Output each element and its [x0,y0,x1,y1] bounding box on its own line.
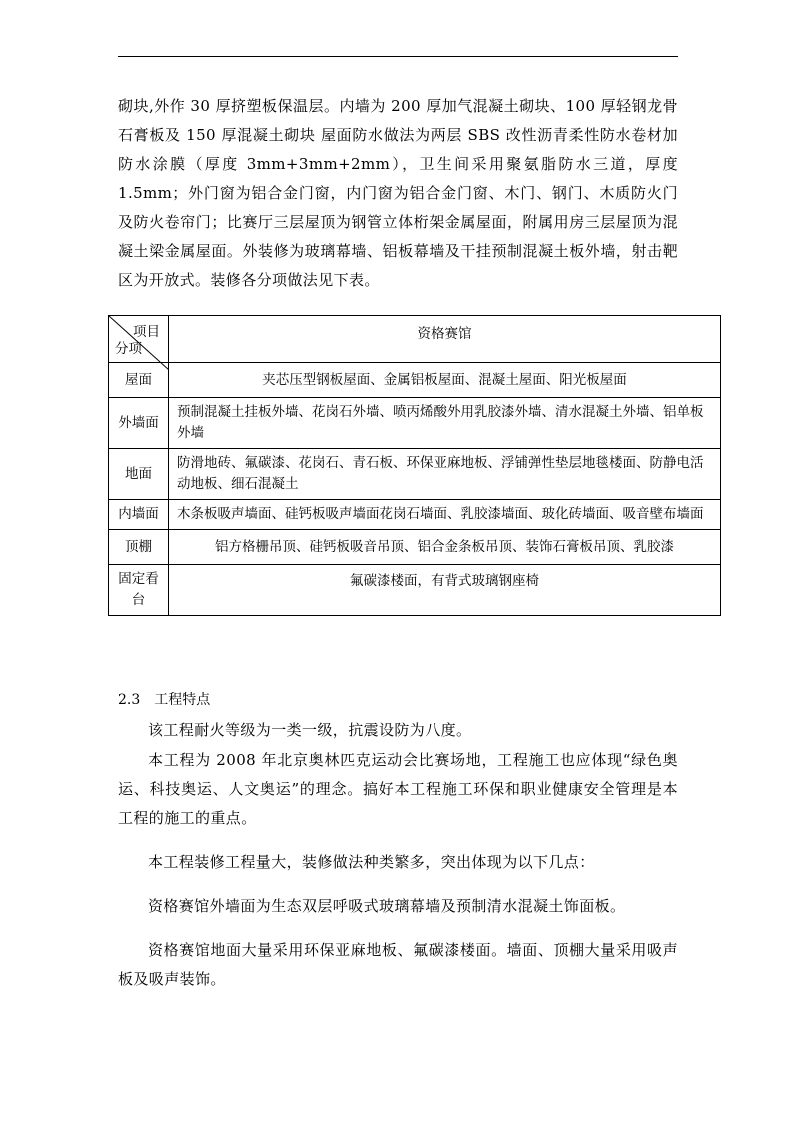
row-content: 防滑地砖、氟碳漆、花岗石、青石板、环保亚麻地板、浮铺弹性垫层地毯楼面、防静电活动地板、细石混凝土 [169,449,721,500]
header-category-label: 分项 [115,341,142,357]
header-venue-title: 资格赛馆 [169,316,721,363]
row-label: 外墙面 [109,398,169,449]
row-label: 顶棚 [109,530,169,565]
intro-paragraph: 砌块,外作 30 厚挤塑板保温层。内墙为 200 厚加气混凝土砌块、100 厚轻钢龙骨石膏板及 150 厚混凝土砌块 屋面防水做法为两层 SBS 改性沥青柔性防水卷材加防水涂膜（厚度 3mm+3mm+2mm），卫生间采用聚氨脂防水三道，厚度 1.5mm；外门窗为铝合金门窗，内门窗为铝合金门窗、木门、钢门、木质防火门及防火卷帘门；比赛厅三层屋顶为钢管立体桁架金属屋面，附属用房三层屋顶为混凝土梁金属屋面。外装修为玻璃幕墙、铝板幕墙及干挂预制混凝土板外墙，射击靶区为开放式。装修各分项做法见下表。 [118,97,678,289]
row-content: 铝方格栅吊顶、硅钙板吸音吊顶、铝合金条板吊顶、装饰石膏板吊顶、乳胶漆 [169,530,721,565]
row-content: 木条板吸声墙面、硅钙板吸声墙面花岗石墙面、乳胶漆墙面、玻化砖墙面、吸音壁布墙面 [169,500,721,530]
table-row [109,500,721,530]
table-row [109,363,721,398]
row-content: 夹芯压型钢板屋面、金属铝板屋面、混凝土屋面、阳光板屋面 [169,363,721,398]
table-diagonal-header-cell [109,316,169,363]
paragraph-floor-wall: 资格赛馆地面大量采用环保亚麻地板、氟碳漆楼面。墙面、顶棚大量采用吸声板及吸声装饰。 [118,941,678,988]
paragraph-exterior-wall: 资格赛馆外墙面为生态双层呼吸式玻璃幕墙及预制清水混凝土饰面板。 [148,897,626,915]
table-row [109,449,721,500]
table-row [109,530,721,565]
paragraph-olympic: 本工程为 2008 年北京奥林匹克运动会比赛场地，工程施工也应体现“绿色奥运、科技奥运、人文奥运”的理念。搞好本工程施工环保和职业健康安全管理是本工程的施工的重点。 [118,751,678,827]
table-header-row [109,316,721,363]
row-label: 地面 [109,449,169,500]
row-content: 预制混凝土挂板外墙、花岗石外墙、喷丙烯酸外用乳胶漆外墙、清水混凝土外墙、铝单板外墙 [169,398,721,449]
table-row [109,565,721,616]
row-content: 氟碳漆楼面，有背式玻璃钢座椅 [169,565,721,616]
section-number: 2.3 [118,692,141,708]
row-label: 内墙面 [109,500,169,530]
page-header-rule [118,56,678,57]
row-label: 固定看台 [109,565,169,616]
table-row [109,398,721,449]
section-title: 工程特点 [154,692,211,708]
header-item-label: 项目 [133,324,160,340]
decoration-table [108,315,721,616]
paragraph-decoration-intro: 本工程装修工程量大，装修做法种类繁多，突出体现为以下几点： [148,853,595,871]
paragraph-fire-rating: 该工程耐火等级为一类一级，抗震设防为八度。 [148,721,472,739]
row-label: 屋面 [109,363,169,398]
section-heading [118,688,210,712]
